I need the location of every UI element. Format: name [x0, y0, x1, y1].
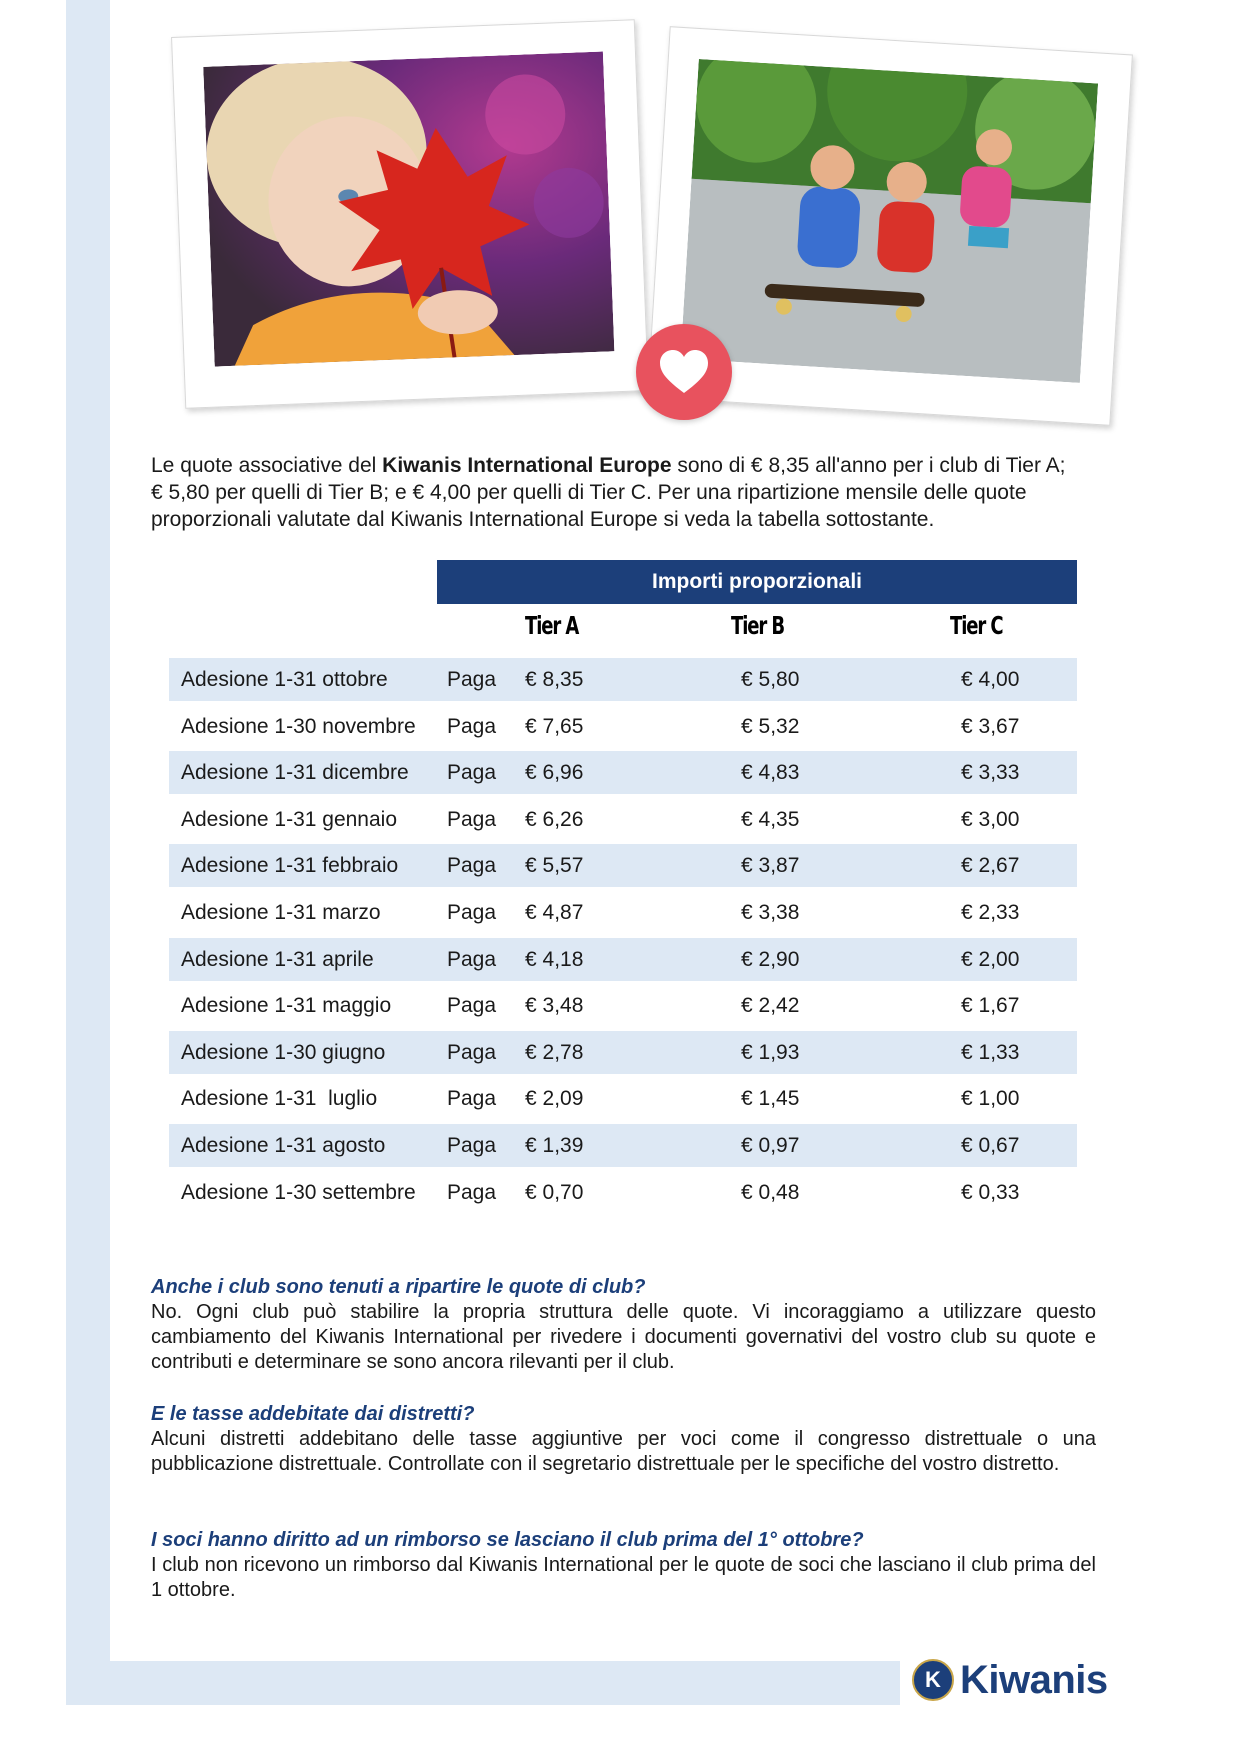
table-row	[169, 658, 1077, 701]
period-cell: Adesione 1-31 marzo	[181, 901, 381, 924]
faq-item-refund	[151, 1528, 1096, 1603]
tier-b-cell: € 2,90	[741, 947, 800, 971]
intro-text-after: sono di € 8,35 all'anno per i club di Tier A; € 5,80 per quelli di Tier B; e € 4,00 per quelli di Tier C. Per una ripartizione mensile delle quote proporzionali valutate dal Kiwanis International Europe si veda la tabella sottostante.	[151, 454, 1066, 531]
pay-cell: Paga	[447, 901, 497, 924]
faq-question: E le tasse addebitate dai distretti?	[151, 1403, 475, 1425]
table-row	[169, 1077, 1077, 1120]
tier-c-cell: € 2,00	[961, 947, 1020, 971]
table-row	[169, 984, 1077, 1027]
tier-c-cell: € 4,00	[961, 668, 1020, 691]
period-cell: Adesione 1-31 maggio	[181, 994, 392, 1018]
period-cell: Adesione 1-31 luglio	[181, 1087, 378, 1111]
period-cell: Adesione 1-30 giugno	[181, 1040, 386, 1064]
faq-answer: No. Ogni club può stabilire la propria struttura delle quote. Vi incoraggiamo a utilizzare questo cambiamento del Kiwanis International per rivedere i documenti governativi del vostro club su quote e contributi e determinare se sono ancora rilevanti per il club.	[151, 1301, 1096, 1373]
period-cell: Adesione 1-31 agosto	[181, 1134, 386, 1157]
intro-text-before: Le quote associative del	[151, 454, 383, 477]
tier-b-cell: € 3,38	[741, 901, 800, 924]
tier-b-cell: € 0,48	[741, 1180, 800, 1204]
kiwanis-logo	[912, 1655, 1108, 1705]
heart-badge	[636, 324, 732, 420]
tier-c-cell: € 3,67	[961, 714, 1020, 738]
tier-a-cell: € 8,35	[525, 668, 584, 691]
tier-a-cell: € 3,48	[525, 994, 584, 1018]
tier-a-header: Tier A	[525, 611, 579, 640]
faq-question: Anche i club sono tenuti a ripartire le quote di club?	[151, 1276, 646, 1298]
intro-org-name: Kiwanis International Europe	[382, 454, 672, 477]
kiwanis-wordmark: Kiwanis	[960, 1657, 1108, 1702]
pay-cell: Paga	[447, 1134, 497, 1157]
intro-paragraph	[151, 452, 1071, 533]
page-frame-bottom	[66, 1661, 900, 1705]
period-cell: Adesione 1-30 novembre	[181, 714, 416, 738]
tier-a-cell: € 4,87	[525, 901, 584, 924]
tier-c-cell: € 0,67	[961, 1134, 1020, 1157]
faq-item-district-fees	[151, 1402, 1096, 1477]
faq-item-club-fees	[151, 1275, 1096, 1375]
tier-b-cell: € 0,97	[741, 1134, 800, 1157]
pay-cell: Paga	[447, 807, 497, 831]
tier-a-cell: € 0,70	[525, 1180, 584, 1204]
tier-b-cell: € 4,83	[741, 761, 800, 785]
heart-icon	[658, 349, 710, 395]
pay-cell: Paga	[447, 994, 497, 1018]
tier-a-cell: € 6,96	[525, 761, 584, 785]
tier-b-cell: € 1,45	[741, 1087, 800, 1111]
tier-c-cell: € 2,33	[961, 901, 1020, 924]
tier-b-cell: € 5,80	[741, 668, 800, 691]
pay-cell: Paga	[447, 947, 497, 971]
period-cell: Adesione 1-31 dicembre	[181, 761, 409, 785]
tier-b-cell: € 3,87	[741, 854, 800, 878]
faq-answer: I club non ricevono un rimborso dal Kiwanis International per le quote de soci che lasciano il club prima del 1 ottobre.	[151, 1554, 1096, 1601]
tier-c-cell: € 0,33	[961, 1180, 1020, 1204]
tier-c-cell: € 1,33	[961, 1040, 1020, 1064]
pay-cell: Paga	[447, 714, 497, 738]
pay-cell: Paga	[447, 668, 497, 691]
polaroid-left	[171, 19, 649, 409]
pay-cell: Paga	[447, 1087, 497, 1111]
pay-cell: Paga	[447, 761, 497, 785]
kids-skateboard-photo	[681, 59, 1099, 383]
tier-a-cell: € 2,09	[525, 1087, 584, 1111]
tier-a-cell: € 6,26	[525, 807, 584, 831]
tier-c-cell: € 3,00	[961, 807, 1020, 831]
pay-cell: Paga	[447, 1180, 497, 1204]
tier-b-cell: € 2,42	[741, 994, 800, 1018]
tier-c-cell: € 1,00	[961, 1087, 1020, 1111]
tier-b-header: Tier B	[731, 611, 785, 640]
table-row	[169, 751, 1077, 794]
table-row	[169, 938, 1077, 981]
pay-cell: Paga	[447, 854, 497, 878]
tier-c-cell: € 2,67	[961, 854, 1020, 878]
table-row	[169, 798, 1077, 841]
tier-b-cell: € 5,32	[741, 714, 800, 738]
period-cell: Adesione 1-31 febbraio	[181, 854, 399, 878]
period-cell: Adesione 1-30 settembre	[181, 1180, 416, 1204]
table-row	[169, 1171, 1077, 1214]
table-row	[169, 1031, 1077, 1074]
tier-c-cell: € 3,33	[961, 761, 1020, 785]
table-row	[169, 1124, 1077, 1167]
kiwanis-emblem-icon: K	[912, 1659, 954, 1701]
page-frame-left	[66, 0, 110, 1705]
tier-b-cell: € 1,93	[741, 1040, 800, 1064]
faq-answer: Alcuni distretti addebitano delle tasse aggiuntive per voci come il congresso distrettuale o una pubblicazione distrettuale. Controllate con il segretario distrettuale per le specifiche del vostro distretto.	[151, 1428, 1096, 1475]
period-cell: Adesione 1-31 ottobre	[181, 668, 388, 691]
tier-a-cell: € 4,18	[525, 947, 584, 971]
table-row	[169, 705, 1077, 748]
tier-c-header: Tier C	[950, 611, 1003, 640]
table-row	[169, 844, 1077, 887]
girl-with-leaf-photo	[203, 51, 614, 366]
period-cell: Adesione 1-31 aprile	[181, 947, 374, 971]
tier-a-cell: € 7,65	[525, 714, 584, 738]
tier-b-cell: € 4,35	[741, 807, 800, 831]
pay-cell: Paga	[447, 1040, 497, 1064]
faq-question: I soci hanno diritto ad un rimborso se lasciano il club prima del 1° ottobre?	[151, 1529, 864, 1551]
tier-a-cell: € 5,57	[525, 854, 584, 878]
table-title: Importi proporzionali	[437, 560, 1077, 604]
period-cell: Adesione 1-31 gennaio	[181, 807, 398, 831]
table-row	[169, 891, 1077, 934]
tier-a-cell: € 1,39	[525, 1134, 584, 1157]
tier-c-cell: € 1,67	[961, 994, 1020, 1018]
tier-a-cell: € 2,78	[525, 1040, 584, 1064]
